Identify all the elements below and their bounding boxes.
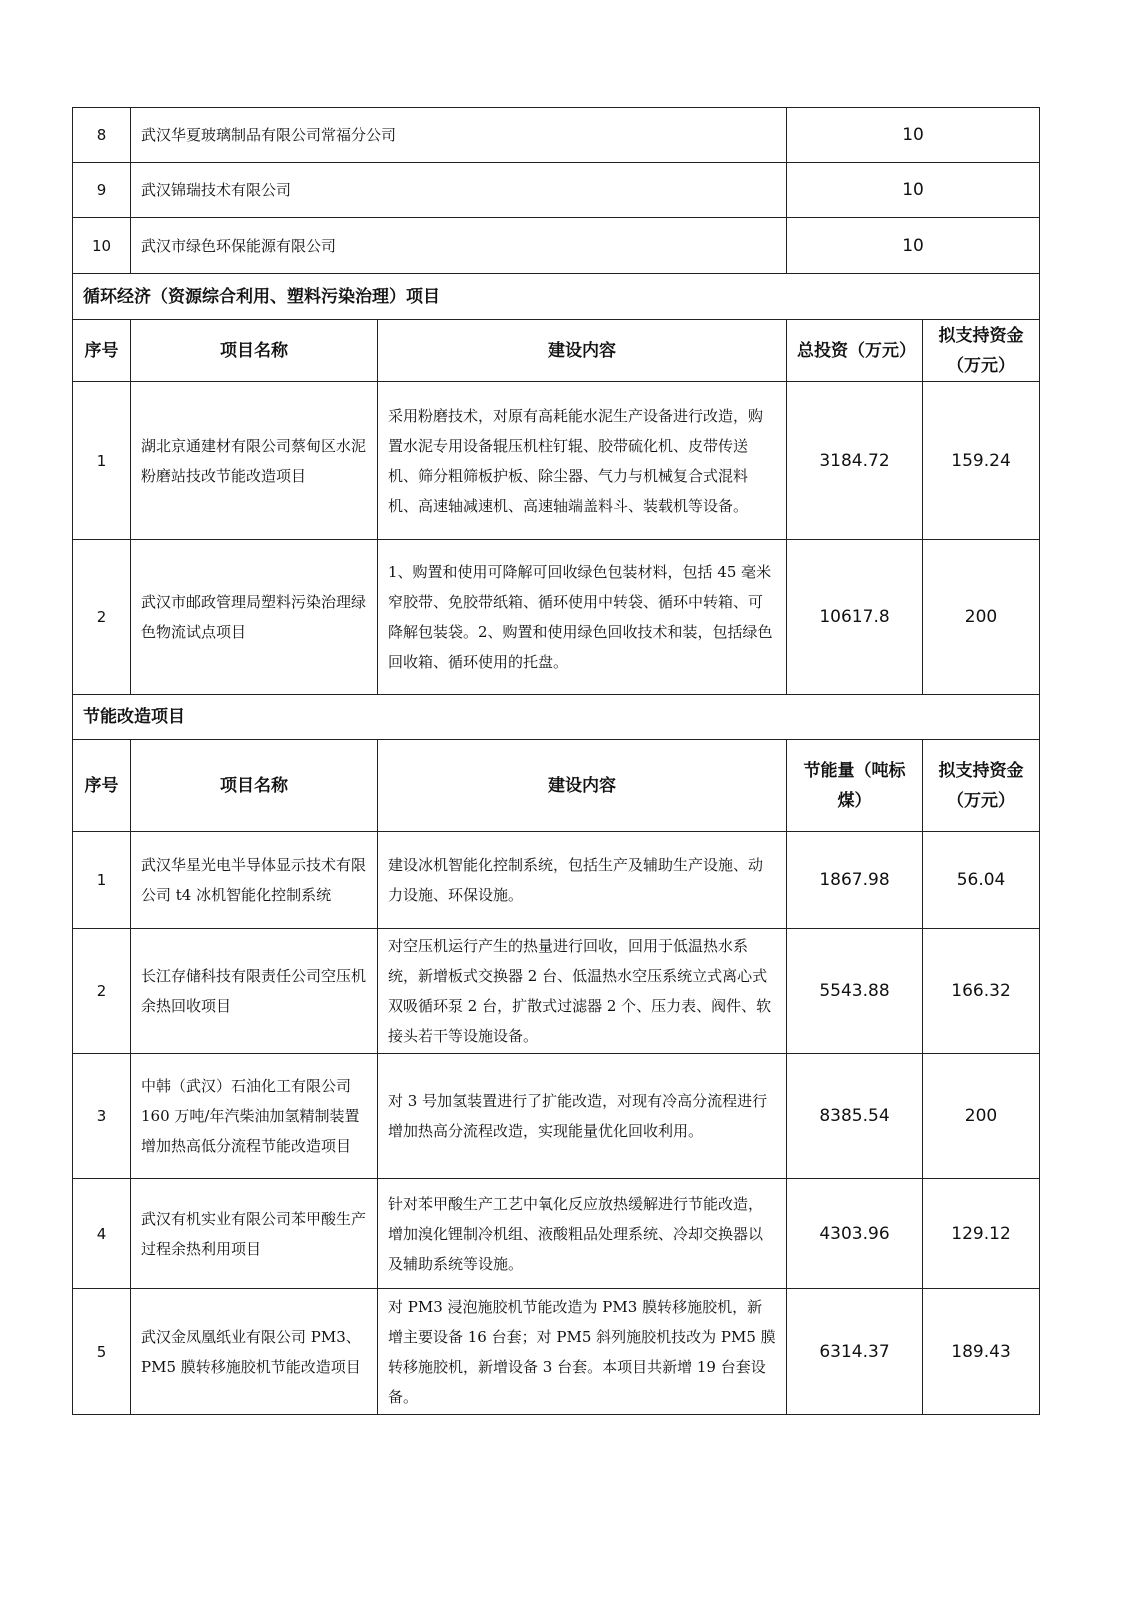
support-funds: 189.43 [923, 1289, 1040, 1415]
header-energy-saving: 节能量（吨标煤） [787, 740, 923, 832]
project-name: 武汉金凤凰纸业有限公司 PM3、PM5 膜转移施胶机节能改造项目 [131, 1289, 378, 1415]
row-number: 8 [73, 108, 131, 163]
row-number: 1 [73, 832, 131, 929]
header-no: 序号 [73, 320, 131, 382]
support-funds: 56.04 [923, 832, 1040, 929]
section-title-energy: 节能改造项目 [73, 695, 1040, 740]
section-header-row [73, 274, 1040, 320]
column-header-row [73, 740, 1040, 832]
total-investment: 3184.72 [787, 382, 923, 540]
row-number: 10 [73, 218, 131, 274]
company-name: 武汉锦瑞技术有限公司 [131, 163, 787, 218]
table-row [73, 929, 1040, 1054]
support-funds: 200 [923, 540, 1040, 695]
table-row [73, 218, 1040, 274]
header-support: 拟支持资金（万元） [923, 740, 1040, 832]
header-investment: 总投资（万元） [787, 320, 923, 382]
header-content: 建设内容 [378, 740, 787, 832]
table-row [73, 382, 1040, 540]
section-header-row [73, 695, 1040, 740]
table-row [73, 108, 1040, 163]
header-no: 序号 [73, 740, 131, 832]
section-title-circular: 循环经济（资源综合利用、塑料污染治理）项目 [73, 274, 1040, 320]
project-content: 1、购置和使用可降解可回收绿色包装材料，包括 45 毫米窄胶带、免胶带纸箱、循环使用中转袋、循环中转箱、可降解包装袋。2、购置和使用绿色回收技术和装，包括绿色回收箱、循环使用的托盘。 [378, 540, 787, 695]
support-funds: 166.32 [923, 929, 1040, 1054]
project-content: 对 PM3 浸泡施胶机节能改造为 PM3 膜转移施胶机，新增主要设备 16 台套；对 PM5 斜列施胶机技改为 PM5 膜转移施胶机，新增设备 3 台套。本项目共新增 19 台套设备。 [378, 1289, 787, 1415]
company-name: 武汉市绿色环保能源有限公司 [131, 218, 787, 274]
support-amount: 10 [787, 218, 1040, 274]
energy-saving: 1867.98 [787, 832, 923, 929]
project-content: 建设冰机智能化控制系统，包括生产及辅助生产设施、动力设施、环保设施。 [378, 832, 787, 929]
energy-saving: 5543.88 [787, 929, 923, 1054]
support-amount: 10 [787, 163, 1040, 218]
header-content: 建设内容 [378, 320, 787, 382]
row-number: 9 [73, 163, 131, 218]
table-row [73, 1054, 1040, 1179]
project-content: 对 3 号加氢装置进行了扩能改造，对现有冷高分流程进行增加热高分流程改造，实现能量优化回收利用。 [378, 1054, 787, 1179]
row-number: 2 [73, 929, 131, 1054]
energy-saving: 6314.37 [787, 1289, 923, 1415]
project-content: 对空压机运行产生的热量进行回收，回用于低温热水系统，新增板式交换器 2 台、低温热水空压系统立式离心式双吸循环泵 2 台，扩散式过滤器 2 个、压力表、阀件、软接头若干等设施设备。 [378, 929, 787, 1054]
company-name: 武汉华夏玻璃制品有限公司常福分公司 [131, 108, 787, 163]
row-number: 4 [73, 1179, 131, 1289]
row-number: 3 [73, 1054, 131, 1179]
project-name: 武汉有机实业有限公司苯甲酸生产过程余热利用项目 [131, 1179, 378, 1289]
total-investment: 10617.8 [787, 540, 923, 695]
project-content: 针对苯甲酸生产工艺中氧化反应放热缓解进行节能改造，增加溴化锂制冷机组、液酸粗品处理系统、冷却交换器以及辅助系统等设施。 [378, 1179, 787, 1289]
column-header-row [73, 320, 1040, 382]
support-funds: 129.12 [923, 1179, 1040, 1289]
project-table [72, 107, 1040, 1415]
energy-saving: 4303.96 [787, 1179, 923, 1289]
support-funds: 200 [923, 1054, 1040, 1179]
row-number: 5 [73, 1289, 131, 1415]
header-name: 项目名称 [131, 740, 378, 832]
table-row [73, 1289, 1040, 1415]
project-content: 采用粉磨技术，对原有高耗能水泥生产设备进行改造，购置水泥专用设备辊压机柱钉辊、胶带硫化机、皮带传送机、筛分粗筛板护板、除尘器、气力与机械复合式混料机、高速轴减速机、高速轴端盖料斗、装载机等设备。 [378, 382, 787, 540]
support-amount: 10 [787, 108, 1040, 163]
table-row [73, 1179, 1040, 1289]
project-name: 武汉华星光电半导体显示技术有限公司 t4 冰机智能化控制系统 [131, 832, 378, 929]
row-number: 1 [73, 382, 131, 540]
table-row [73, 540, 1040, 695]
project-name: 武汉市邮政管理局塑料污染治理绿色物流试点项目 [131, 540, 378, 695]
header-name: 项目名称 [131, 320, 378, 382]
energy-saving: 8385.54 [787, 1054, 923, 1179]
table-row [73, 832, 1040, 929]
row-number: 2 [73, 540, 131, 695]
support-funds: 159.24 [923, 382, 1040, 540]
header-support: 拟支持资金（万元） [923, 320, 1040, 382]
project-name: 中韩（武汉）石油化工有限公司 160 万吨/年汽柴油加氢精制装置增加热高低分流程节能改造项目 [131, 1054, 378, 1179]
project-name: 长江存储科技有限责任公司空压机余热回收项目 [131, 929, 378, 1054]
table-row [73, 163, 1040, 218]
project-name: 湖北京通建材有限公司蔡甸区水泥粉磨站技改节能改造项目 [131, 382, 378, 540]
